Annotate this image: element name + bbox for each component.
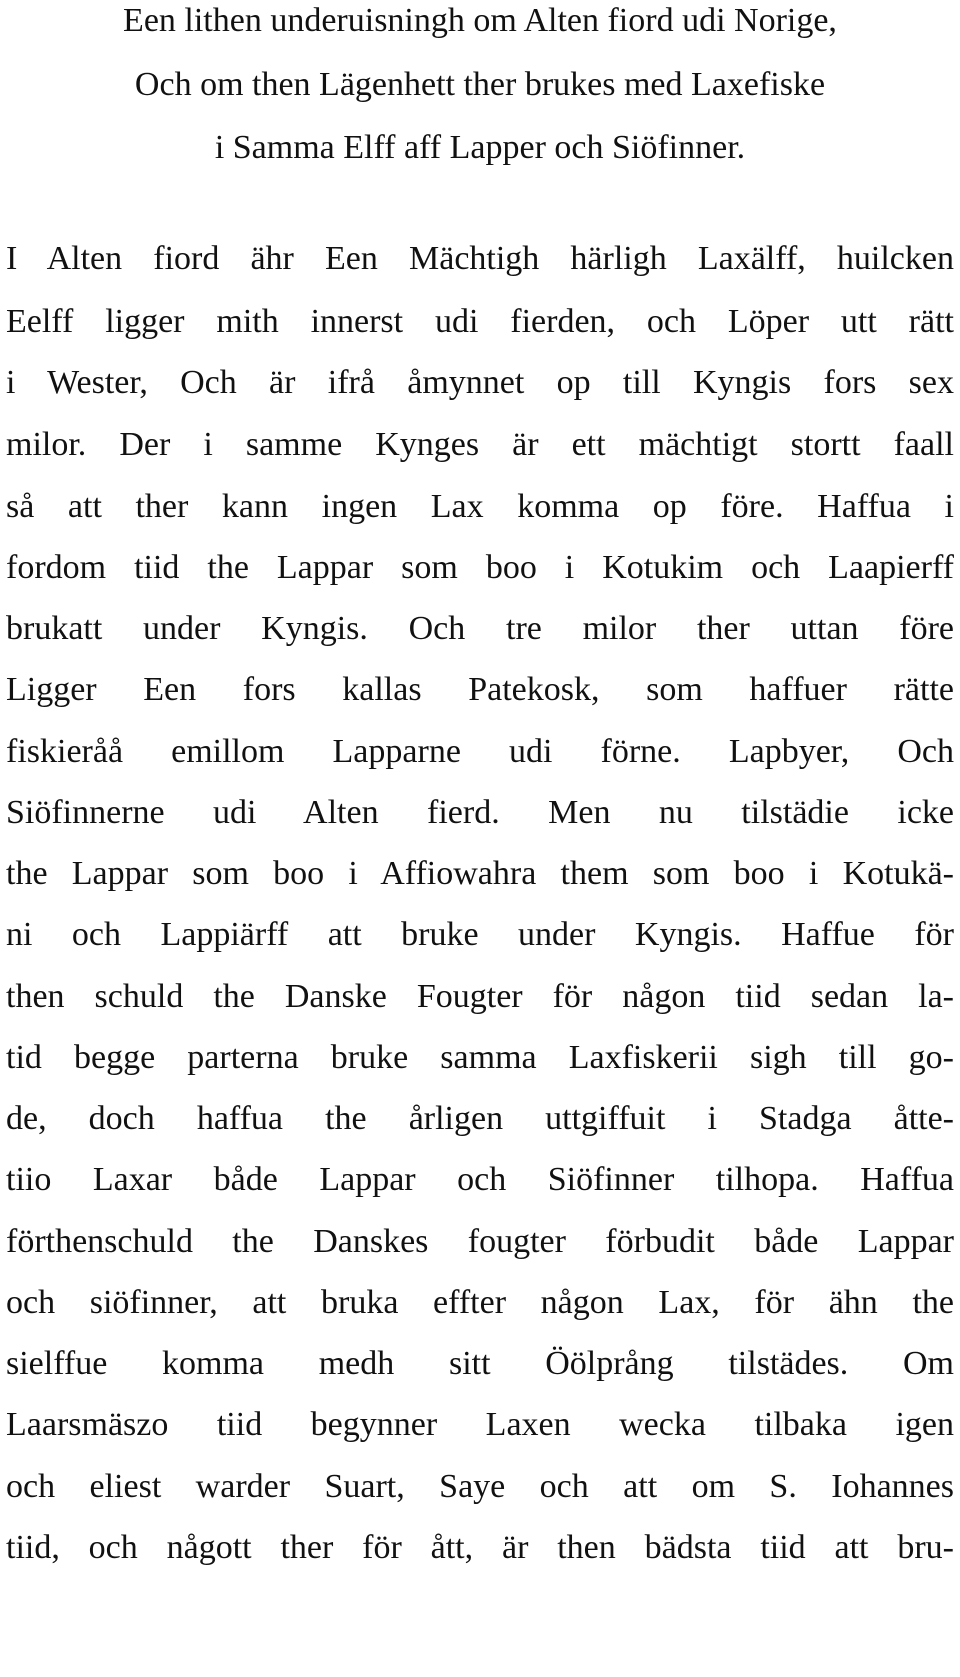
body-line-18: och siöfinner, att bruka effter någon Lax, för ähn the <box>6 1284 954 1321</box>
body-line-10: Siöfinnerne udi Alten fierd. Men nu tilstädie icke <box>6 794 954 831</box>
body-line-13: then schuld the Danske Fougter för någon tiid sedan la- <box>6 978 954 1015</box>
body-line-17: förthenschuld the Danskes fougter förbudit både Lappar <box>6 1223 954 1260</box>
body-line-20: Laarsmäszo tiid begynner Laxen wecka tilbaka igen <box>6 1406 954 1443</box>
body-line-2: Eelff ligger mith innerst udi fierden, och Löper utt rätt <box>6 303 954 340</box>
body-line-3: i Wester, Och är ifrå åmynnet op till Kyngis fors sex <box>6 364 954 401</box>
body-line-22: tiid, och någott ther för ått, är then bädsta tiid att bru- <box>6 1529 954 1566</box>
body-line-12: ni och Lappiärff att bruke under Kyngis. Haffue för <box>6 916 954 953</box>
body-line-21: och eliest warder Suart, Saye och att om S. Iohannes <box>6 1468 954 1505</box>
body-line-8: Ligger Een fors kallas Patekosk, som haffuer rätte <box>6 671 954 708</box>
body-line-11: the Lappar som boo i Affiowahra them som boo i Kotukä- <box>6 855 954 892</box>
body-line-5: så att ther kann ingen Lax komma op före. Haffua i <box>6 488 954 525</box>
title-line-3: i Samma Elff aff Lapper och Siöfinner. <box>214 129 746 166</box>
body-line-15: de, doch haffua the årligen uttgiffuit i Stadga åtte- <box>6 1100 954 1137</box>
body-line-16: tiio Laxar både Lappar och Siöfinner tilhopa. Haffua <box>6 1161 954 1198</box>
title-line-2: Och om then Lägenhett ther brukes med Laxefiske <box>134 66 826 103</box>
body-line-19: sielffue komma medh sitt Öölprång tilstädes. Om <box>6 1345 954 1382</box>
body-line-7: brukatt under Kyngis. Och tre milor ther uttan före <box>6 610 954 647</box>
body-line-4: milor. Der i samme Kynges är ett mächtigt stortt faall <box>6 426 954 463</box>
body-line-14: tid begge parterna bruke samma Laxfiskerii sigh till go- <box>6 1039 954 1076</box>
title-line-1: Een lithen underuisningh om Alten fiord udi Norige, <box>123 2 837 39</box>
body-line-9: fiskieråå emillom Lapparne udi förne. Lapbyer, Och <box>6 733 954 770</box>
body-line-1: I Alten fiord ähr Een Mächtigh härligh Laxälff, huilcken <box>6 240 954 277</box>
body-line-6: fordom tiid the Lappar som boo i Kotukim och Laapierff <box>6 549 954 586</box>
